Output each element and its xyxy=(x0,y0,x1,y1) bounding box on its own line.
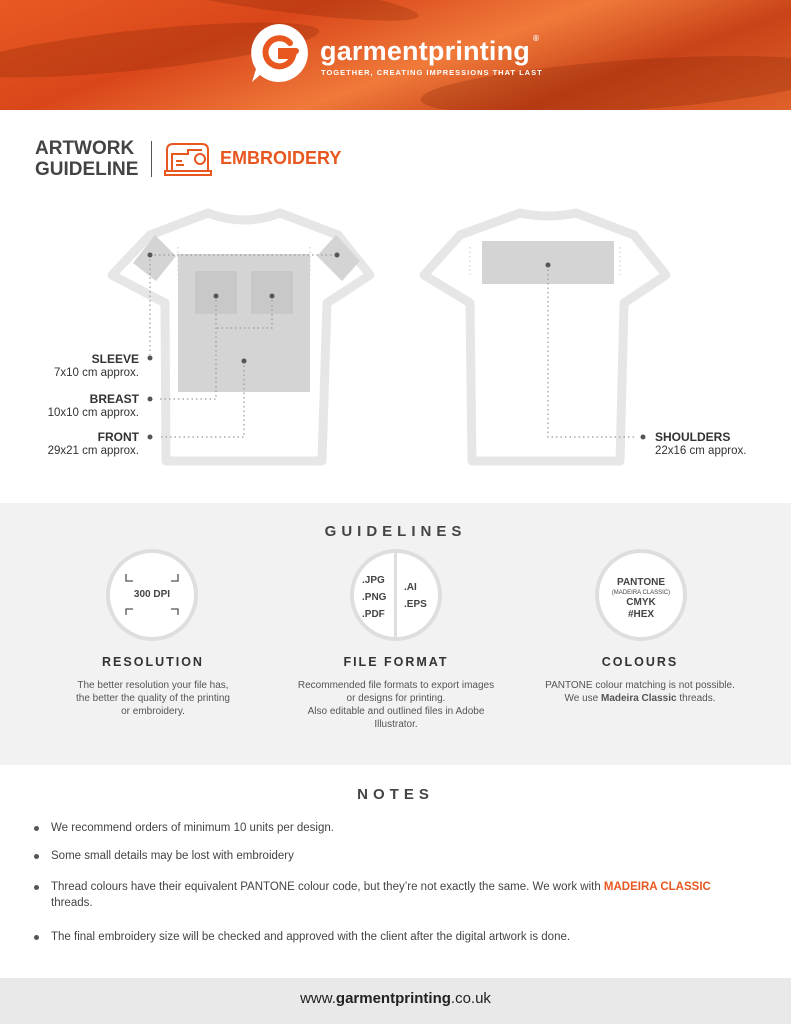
note-item: The final embroidery size will be checked and approved with the client after the digital artwork is done. xyxy=(34,929,754,945)
breast-area-left xyxy=(195,271,237,314)
breast-area-right xyxy=(251,271,293,314)
front-label: FRONT 29x21 cm approx. xyxy=(47,430,139,457)
notes-title: NOTES xyxy=(357,786,434,803)
raster-formats: .JPG .PNG .PDF xyxy=(362,575,387,620)
colours-circle xyxy=(595,549,687,641)
sleeve-area-right xyxy=(317,235,360,281)
guidelines-section xyxy=(0,503,791,765)
title-divider xyxy=(151,141,152,177)
shoulders-label: SHOULDERS 22x16 cm approx. xyxy=(655,430,747,457)
sleeve-label: SLEEVE 7x10 cm approx. xyxy=(53,352,139,379)
file-format-circle xyxy=(350,549,442,641)
notes-list xyxy=(34,820,754,945)
brand-tagline: TOGETHER, CREATING IMPRESSIONS THAT LAST xyxy=(321,68,543,77)
resolution-circle xyxy=(106,549,198,641)
technique-title: EMBROIDERY xyxy=(220,148,342,168)
resolution-desc: The better resolution your file has, the better the quality of the printing or embroidery. xyxy=(76,680,230,717)
sewing-machine-icon xyxy=(164,140,212,178)
breast-label: BREAST 10x10 cm approx. xyxy=(47,392,139,419)
dpi-badge: 300 DPI xyxy=(133,589,171,600)
colour-systems: PANTONE (MADEIRA CLASSIC) CMYK #HEX xyxy=(611,577,671,620)
guidelines-title: GUIDELINES xyxy=(324,523,467,540)
file-format-heading: FILE FORMAT xyxy=(343,655,449,669)
note-item: We recommend orders of minimum 10 units per design. xyxy=(34,820,754,836)
page-title: ARTWORK GUIDELINE xyxy=(35,138,139,180)
vector-formats: .AI .EPS xyxy=(404,582,427,610)
brand-name: garmentprinting ® xyxy=(320,34,540,66)
file-format-desc: Recommended file formats to export images or designs for printing. Also editable and outlined files in Adobe Illustrator. xyxy=(297,680,495,730)
resolution-heading: RESOLUTION xyxy=(102,655,204,669)
header-banner xyxy=(0,0,791,110)
note-item: Some small details may be lost with embroidery xyxy=(34,848,754,864)
note-item: Thread colours have their equivalent PANTONE colour code, but they’re not exactly the same. We work with MADEIRA CLASSIC threads. xyxy=(34,879,754,911)
colours-desc: PANTONE colour matching is not possible. We use Madeira Classic threads. xyxy=(545,680,735,704)
colours-heading: COLOURS xyxy=(601,655,679,669)
brand-logo-icon xyxy=(248,22,310,84)
footer-website[interactable]: www.garmentprinting.co.uk xyxy=(0,978,791,1024)
